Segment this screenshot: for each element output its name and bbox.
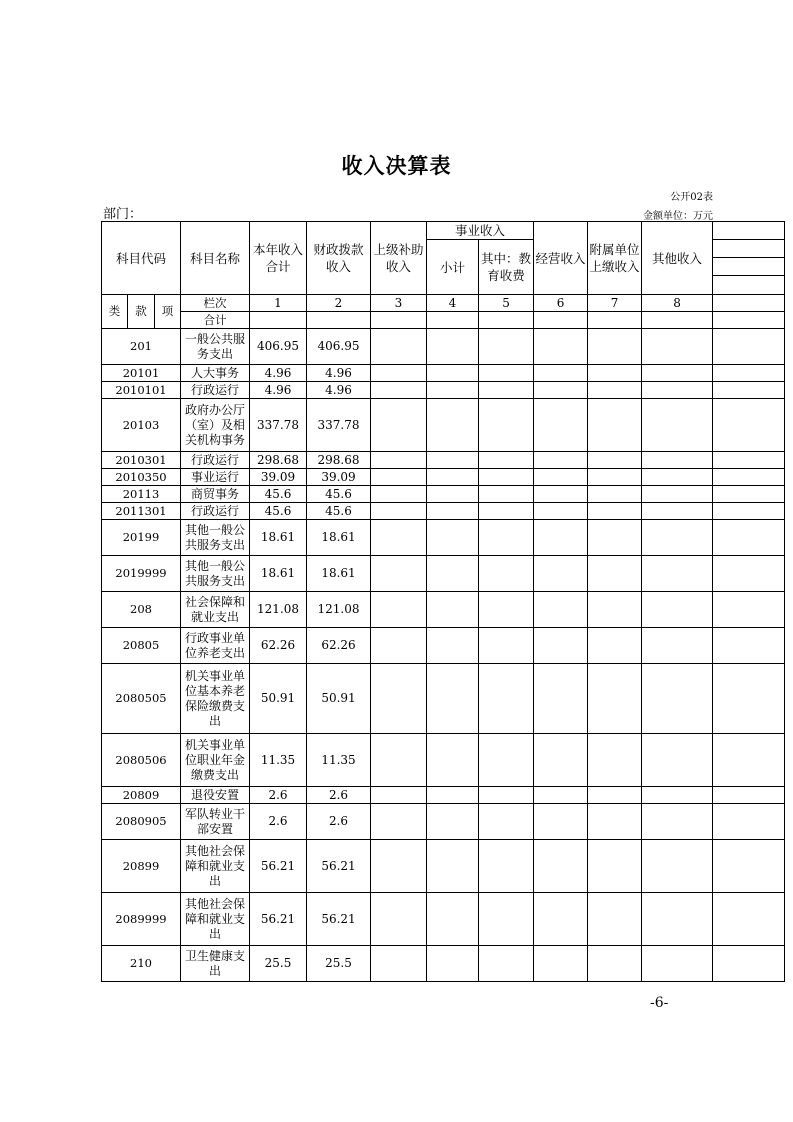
col-num: 8: [642, 295, 713, 312]
table-row: [102, 734, 785, 787]
empty-cell: [427, 592, 479, 628]
empty-cell: [534, 946, 588, 982]
empty-cell: [479, 469, 534, 486]
empty-cell: [713, 399, 785, 452]
row-fiscal-appropriation: 18.61: [307, 520, 371, 556]
empty-cell: [534, 469, 588, 486]
empty-cell: [427, 520, 479, 556]
row-name: 机关事业单位职业年金缴费支出: [181, 734, 250, 787]
header-column-label: 栏次: [181, 295, 250, 312]
empty-cell: [534, 399, 588, 452]
empty-cell: [588, 734, 642, 787]
row-code: 20899: [102, 840, 181, 893]
row-fiscal-appropriation: 2.6: [307, 787, 371, 804]
row-total-income: 18.61: [250, 556, 307, 592]
row-code: 20103: [102, 399, 181, 452]
empty-cell: [642, 787, 713, 804]
department-label: 部门：: [103, 207, 143, 222]
empty-cell: [713, 946, 785, 982]
empty-cell: [371, 946, 427, 982]
empty-cell: [427, 893, 479, 946]
row-total-income: 11.35: [250, 734, 307, 787]
row-code: 20113: [102, 486, 181, 503]
empty-cell: [534, 840, 588, 893]
table-row: [102, 365, 785, 382]
empty-cell: [713, 520, 785, 556]
table-row: [102, 329, 785, 365]
empty-cell: [371, 452, 427, 469]
table-row: [102, 946, 785, 982]
table-row: [102, 787, 785, 804]
empty-cell: [534, 556, 588, 592]
row-fiscal-appropriation: 18.61: [307, 556, 371, 592]
empty-cell: [427, 452, 479, 469]
empty-cell: [713, 486, 785, 503]
empty-cell: [479, 787, 534, 804]
empty-cell: [534, 452, 588, 469]
table-row: [102, 469, 785, 486]
header-subtotal: 小计: [427, 240, 479, 295]
row-code: 20199: [102, 520, 181, 556]
row-total-income: 406.95: [250, 329, 307, 365]
empty-cell: [479, 628, 534, 664]
empty-cell: [534, 664, 588, 734]
empty-cell: [534, 503, 588, 520]
row-name: 行政运行: [181, 452, 250, 469]
income-table: [101, 221, 785, 982]
empty-cell: [588, 556, 642, 592]
empty-cell: [588, 804, 642, 840]
table-row: [102, 840, 785, 893]
row-code: 2010301: [102, 452, 181, 469]
empty-cell: [588, 503, 642, 520]
header-cat-kuan: 款: [128, 295, 155, 329]
empty-cell: [588, 946, 642, 982]
empty-cell: [642, 382, 713, 399]
empty-cell: [479, 804, 534, 840]
row-total-income: 298.68: [250, 452, 307, 469]
empty-cell: [427, 503, 479, 520]
row-fiscal-appropriation: 4.96: [307, 365, 371, 382]
row-name: 机关事业单位基本养老保险缴费支出: [181, 664, 250, 734]
row-code: 2089999: [102, 893, 181, 946]
row-fiscal-appropriation: 4.96: [307, 382, 371, 399]
table-row: [102, 804, 785, 840]
row-total-income: 121.08: [250, 592, 307, 628]
row-total-income: 45.6: [250, 486, 307, 503]
empty-cell: [713, 804, 785, 840]
empty-cell: [479, 486, 534, 503]
empty-cell: [534, 382, 588, 399]
empty-cell: [588, 628, 642, 664]
row-total-income: 50.91: [250, 664, 307, 734]
row-fiscal-appropriation: 406.95: [307, 329, 371, 365]
row-fiscal-appropriation: 25.5: [307, 946, 371, 982]
empty-cell: [371, 329, 427, 365]
empty-cell: [371, 399, 427, 452]
empty-cell: [427, 804, 479, 840]
empty-cell: [713, 365, 785, 382]
col-num: 7: [588, 295, 642, 312]
empty-cell: [371, 469, 427, 486]
row-name: 其他社会保障和就业支出: [181, 840, 250, 893]
row-code: 2010350: [102, 469, 181, 486]
empty-cell: [588, 365, 642, 382]
empty-cell: [427, 365, 479, 382]
row-total-income: 56.21: [250, 893, 307, 946]
row-name: 行政运行: [181, 382, 250, 399]
empty-cell: [642, 365, 713, 382]
empty-cell: [713, 556, 785, 592]
empty-cell: [427, 399, 479, 452]
blank-cell: [713, 295, 785, 312]
table-row: [102, 556, 785, 592]
row-name: 退役安置: [181, 787, 250, 804]
empty-cell: [588, 893, 642, 946]
header-other-income: 其他收入: [642, 222, 713, 295]
empty-cell: [479, 946, 534, 982]
row-name: 政府办公厅（室）及相关机构事务: [181, 399, 250, 452]
table-row: [102, 399, 785, 452]
empty-cell: [713, 469, 785, 486]
empty-cell: [588, 399, 642, 452]
empty-cell: [371, 520, 427, 556]
empty-cell: [427, 787, 479, 804]
header-higher-subsidy: 上级补助收入: [371, 222, 427, 295]
row-code: 2080505: [102, 664, 181, 734]
header-subject-code: 科目代码: [102, 222, 181, 295]
empty-cell: [534, 365, 588, 382]
empty-cell: [371, 486, 427, 503]
header-cat-xiang: 项: [155, 295, 181, 329]
empty-cell: [642, 664, 713, 734]
empty-cell: [371, 734, 427, 787]
page-number: -6-: [650, 995, 669, 1011]
empty-cell: [427, 469, 479, 486]
header-education-fee: 其中：教育收费: [479, 240, 534, 295]
empty-cell: [371, 556, 427, 592]
row-fiscal-appropriation: 121.08: [307, 592, 371, 628]
empty-cell: [479, 503, 534, 520]
empty-cell: [642, 486, 713, 503]
row-fiscal-appropriation: 45.6: [307, 486, 371, 503]
row-code: 20805: [102, 628, 181, 664]
empty-cell: [427, 664, 479, 734]
row-name: 军队转业干部安置: [181, 804, 250, 840]
row-total-income: 45.6: [250, 503, 307, 520]
empty-cell: [427, 734, 479, 787]
row-name: 行政运行: [181, 503, 250, 520]
empty-cell: [713, 452, 785, 469]
blank-cell: [713, 222, 785, 240]
row-fiscal-appropriation: 56.21: [307, 840, 371, 893]
blank-cell: [713, 258, 785, 276]
empty-cell: [534, 592, 588, 628]
table-row: [102, 893, 785, 946]
row-name: 卫生健康支出: [181, 946, 250, 982]
empty-cell: [588, 469, 642, 486]
empty-cell: [479, 365, 534, 382]
empty-cell: [479, 399, 534, 452]
empty-cell: [713, 787, 785, 804]
empty-cell: [713, 592, 785, 628]
row-fiscal-appropriation: 50.91: [307, 664, 371, 734]
empty-cell: [588, 329, 642, 365]
empty-cell: [479, 556, 534, 592]
table-row: [102, 452, 785, 469]
col-num: 1: [250, 295, 307, 312]
header-cat-lei: 类: [102, 295, 128, 329]
header-total-label: 合计: [181, 312, 250, 329]
empty-cell: [427, 329, 479, 365]
row-fiscal-appropriation: 39.09: [307, 469, 371, 486]
empty-cell: [642, 399, 713, 452]
row-name: 其他一般公共服务支出: [181, 520, 250, 556]
empty-cell: [371, 804, 427, 840]
row-total-income: 62.26: [250, 628, 307, 664]
empty-cell: [642, 893, 713, 946]
row-fiscal-appropriation: 62.26: [307, 628, 371, 664]
form-code: 公开02表: [670, 192, 713, 203]
table-body: [102, 329, 785, 982]
empty-cell: [371, 365, 427, 382]
empty-cell: [642, 469, 713, 486]
empty-cell: [713, 329, 785, 365]
empty-cell: [371, 382, 427, 399]
empty-cell: [534, 486, 588, 503]
row-name: 商贸事务: [181, 486, 250, 503]
row-name: 社会保障和就业支出: [181, 592, 250, 628]
empty-cell: [479, 382, 534, 399]
empty-cell: [588, 787, 642, 804]
col-num: 2: [307, 295, 371, 312]
col-num: 4: [427, 295, 479, 312]
empty-cell: [427, 840, 479, 893]
row-code: 210: [102, 946, 181, 982]
row-total-income: 2.6: [250, 804, 307, 840]
row-total-income: 18.61: [250, 520, 307, 556]
empty-cell: [371, 840, 427, 893]
row-fiscal-appropriation: 2.6: [307, 804, 371, 840]
empty-cell: [642, 556, 713, 592]
header-total-income: 本年收入合计: [250, 222, 307, 295]
table-row: [102, 382, 785, 399]
row-code: 2011301: [102, 503, 181, 520]
empty-cell: [371, 628, 427, 664]
empty-cell: [479, 840, 534, 893]
empty-cell: [534, 787, 588, 804]
row-code: 2010101: [102, 382, 181, 399]
empty-cell: [427, 382, 479, 399]
empty-cell: [371, 664, 427, 734]
empty-cell: [588, 520, 642, 556]
table-row: [102, 520, 785, 556]
row-code: 20101: [102, 365, 181, 382]
empty-cell: [642, 628, 713, 664]
empty-cell: [371, 592, 427, 628]
empty-cell: [427, 486, 479, 503]
empty-cell: [534, 520, 588, 556]
empty-cell: [534, 628, 588, 664]
empty-cell: [479, 734, 534, 787]
page-title: 收入决算表: [341, 153, 452, 178]
table-row: [102, 503, 785, 520]
empty-cell: [427, 946, 479, 982]
empty-cell: [479, 452, 534, 469]
empty-cell: [371, 503, 427, 520]
empty-cell: [642, 503, 713, 520]
row-name: 其他社会保障和就业支出: [181, 893, 250, 946]
empty-cell: [642, 592, 713, 628]
blank-cell: [713, 276, 785, 295]
empty-cell: [713, 893, 785, 946]
row-total-income: 25.5: [250, 946, 307, 982]
header-affiliated-income: 附属单位上缴收入: [588, 222, 642, 295]
empty-cell: [427, 628, 479, 664]
row-total-income: 2.6: [250, 787, 307, 804]
empty-cell: [642, 329, 713, 365]
table-row: [102, 664, 785, 734]
header-fiscal-appropriation: 财政拨款收入: [307, 222, 371, 295]
row-total-income: 39.09: [250, 469, 307, 486]
row-code: 208: [102, 592, 181, 628]
empty-cell: [534, 893, 588, 946]
row-name: 事业运行: [181, 469, 250, 486]
row-name: 人大事务: [181, 365, 250, 382]
empty-cell: [642, 946, 713, 982]
table-row: [102, 628, 785, 664]
unit-label: 金额单位：万元: [643, 211, 713, 222]
empty-cell: [642, 520, 713, 556]
empty-cell: [713, 664, 785, 734]
empty-cell: [588, 382, 642, 399]
header-business-income: 事业收入: [427, 222, 534, 240]
empty-cell: [713, 382, 785, 399]
empty-cell: [479, 664, 534, 734]
empty-cell: [534, 734, 588, 787]
row-name: 行政事业单位养老支出: [181, 628, 250, 664]
empty-cell: [713, 628, 785, 664]
empty-cell: [427, 556, 479, 592]
empty-cell: [713, 840, 785, 893]
row-total-income: 4.96: [250, 382, 307, 399]
empty-cell: [479, 592, 534, 628]
empty-cell: [588, 592, 642, 628]
row-total-income: 4.96: [250, 365, 307, 382]
row-fiscal-appropriation: 45.6: [307, 503, 371, 520]
header-operating-income: 经营收入: [534, 222, 588, 295]
col-num: 6: [534, 295, 588, 312]
empty-cell: [479, 520, 534, 556]
row-fiscal-appropriation: 337.78: [307, 399, 371, 452]
row-fiscal-appropriation: 56.21: [307, 893, 371, 946]
empty-cell: [588, 840, 642, 893]
empty-cell: [371, 787, 427, 804]
empty-cell: [479, 329, 534, 365]
row-code: 2080905: [102, 804, 181, 840]
empty-cell: [642, 804, 713, 840]
empty-cell: [534, 804, 588, 840]
table-row: [102, 592, 785, 628]
col-num: 5: [479, 295, 534, 312]
empty-cell: [534, 329, 588, 365]
col-num: 3: [371, 295, 427, 312]
row-code: 2080506: [102, 734, 181, 787]
row-name: 一般公共服务支出: [181, 329, 250, 365]
row-fiscal-appropriation: 11.35: [307, 734, 371, 787]
empty-cell: [642, 840, 713, 893]
empty-cell: [642, 452, 713, 469]
row-total-income: 337.78: [250, 399, 307, 452]
empty-cell: [479, 893, 534, 946]
row-fiscal-appropriation: 298.68: [307, 452, 371, 469]
header-subject-name: 科目名称: [181, 222, 250, 295]
row-code: 20809: [102, 787, 181, 804]
empty-cell: [371, 893, 427, 946]
empty-cell: [588, 486, 642, 503]
row-total-income: 56.21: [250, 840, 307, 893]
row-code: 2019999: [102, 556, 181, 592]
empty-cell: [588, 452, 642, 469]
table-row: [102, 486, 785, 503]
empty-cell: [713, 503, 785, 520]
row-code: 201: [102, 329, 181, 365]
blank-cell: [713, 240, 785, 258]
row-name: 其他一般公共服务支出: [181, 556, 250, 592]
empty-cell: [713, 734, 785, 787]
empty-cell: [642, 734, 713, 787]
empty-cell: [588, 664, 642, 734]
